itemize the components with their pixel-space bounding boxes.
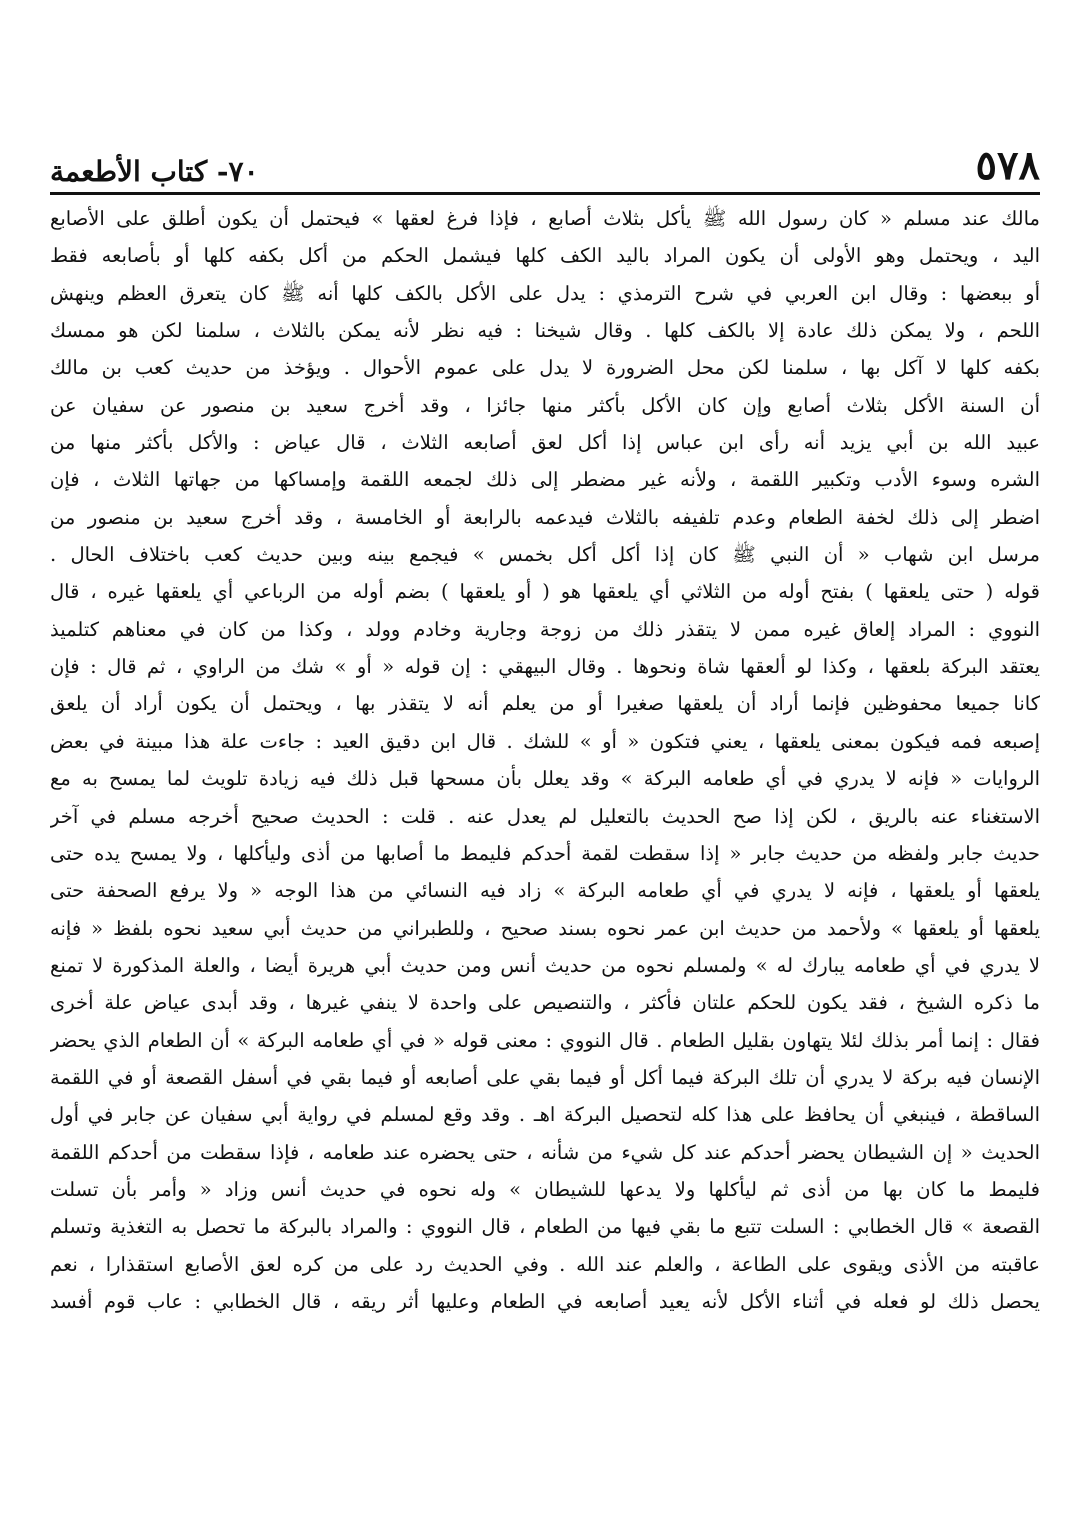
- text-line: يلعقها أو يلعقها » ولأحمد من حديث ابن عمر نحوه بسند صحيح ، وللطبراني من حديث أبي سعيد نحوه بلفظ « فإنه: [50, 916, 1040, 940]
- text-line: عبيد الله بن أبي يزيد أنه رأى ابن عباس إذا أكل لعق أصابعه الثلاث ، قال عياض : والأكل بأكثر منها من: [50, 431, 1040, 455]
- text-line: أو ببعضها : وقال ابن العربي في شرح الترمذي : يدل على الأكل بالكف كلها أنه ﷺ كان يتعرق العظم وينهش: [50, 281, 1040, 305]
- chapter-title: ٧٠- كتاب الأطعمة: [50, 155, 259, 188]
- text-line: فليمط ما كان بها من أذى ثم ليأكلها ولا يدعها للشيطان » وله نحوه في حديث أنس وزاد « وأمر بأن تسلت: [50, 1177, 1040, 1201]
- text-line: فقال : إنما أمر بذلك لئلا يتهاون بقليل الطعام . قال النووي : معنى قوله « في أي طعامه البركة » أن الطعام الذي يحضر: [50, 1028, 1040, 1052]
- text-line: كانا جميعا محفوظين فإنما أراد أن يلعقها صغيرا أو من يعلم أنه لا يتقذر بها ، ويحتمل أن يكون أراد أن يلعق: [50, 692, 1040, 716]
- text-line: الساقطة ، فينبغي أن يحافظ على هذا كله لتحصيل البركة اهـ . وقد وقع لمسلم في رواية أبي سفيان عن جابر في أول: [50, 1103, 1040, 1127]
- text-line: ما ذكره الشيخ ، فقد يكون للحكم علتان فأكثر ، والتنصيص على واحدة لا ينفي غيرها ، وقد أبدى عياض علة أخرى: [50, 991, 1040, 1015]
- text-line: حديث جابر ولفظه من حديث جابر « إذا سقطت لقمة أحدكم فليمط ما أصابها من أذى وليأكلها ، ولا يمسح يده حتى: [50, 841, 1040, 865]
- body-text: [50, 200, 1040, 1320]
- text-line: الاستغناء عنه بالريق ، لكن إذا صح الحديث بالتعليل لم يعدل عنه . قلت : الحديث صحيح أخرجه مسلم في آخر: [50, 804, 1040, 828]
- text-line: يحصل ذلك لو فعله في أثناء الأكل لأنه يعيد أصابعه في الطعام وعليها أثر ريقه ، قال الخطابي : عاب قوم أفسد: [50, 1289, 1040, 1313]
- header-divider: [50, 192, 1040, 195]
- text-line: أن السنة الأكل بثلاث أصابع وإن كان الأكل بأكثر منها جائزا ، وقد أخرج سعيد بن منصور عن سفيان عن: [50, 393, 1040, 417]
- text-line: يعتقد البركة بلعقها ، وكذا لو ألعقها شاة ونحوها . وقال البيهقي : إن قوله « أو » شك من الراوي ، ثم قال : فإن: [50, 655, 1040, 679]
- text-line: بكفه كلها لا آكل بها ، سلمنا لكن محل الضرورة لا يدل على عموم الأحوال . ويؤخذ من حديث كعب بن مالك: [50, 356, 1040, 380]
- text-line: مالك عند مسلم « كان رسول الله ﷺ يأكل بثلاث أصابع ، فإذا فرغ لعقها » فيحتمل أن يكون أطلق على الأصابع: [50, 207, 1040, 230]
- text-line: اليد ، ويحتمل وهو الأولى أن يكون المراد باليد الكف كلها فيشمل الحكم من أكل بكفه كلها أو بأصابعه فقط: [50, 244, 1040, 268]
- text-line: القصعة » قال الخطابي : السلت تتبع ما بقي فيها من الطعام ، قال النووي : والمراد بالبركة ما تحصل به التغذية وتسلم: [50, 1215, 1040, 1239]
- text-line: النووي : المراد إلعاق غيره ممن لا يتقذر ذلك من زوجة وجارية وخادم وولد ، وكذا من كان في معناهم كتلميذ: [50, 617, 1040, 641]
- page-header: [50, 128, 1040, 189]
- text-line: الإنسان فيه بركة لا يدري أن تلك البركة فيما أكل أو فيما بقي على أصابعه أو فيما بقي في أسفل القصعة أو في اللقمة: [50, 1065, 1040, 1089]
- text-line: قوله ( حتى يلعقها ) بفتح أوله من الثلاثي أي يلعقها هو ( أو يلعقها ) بضم أوله من الرباعي أي يلعقها غيره ، قال: [50, 580, 1040, 604]
- text-line: الروايات « فإنه لا يدري في أي طعامه البركة » وقد يعلل بأن مسحها قبل ذلك فيه زيادة تلويث لما يمسح به مع: [50, 767, 1040, 791]
- text-line: الحديث « إن الشيطان يحضر أحدكم عند كل شيء من شأنه ، حتى يحضره عند طعامه ، فإذا سقطت من أحدكم اللقمة: [50, 1140, 1040, 1164]
- text-line: لا يدري في أي طعامه يبارك له » ولمسلم نحوه من حديث أنس ومن حديث أبي هريرة أيضا ، والعلة المذكورة لا تمنع: [50, 953, 1040, 977]
- text-line: اضطر إلى ذلك لخفة الطعام وعدم تلفيفه بالثلاث فيدعمه بالرابعة أو الخامسة ، وقد أخرج سعيد بن منصور من: [50, 505, 1040, 529]
- text-line: عاقبته من الأذى ويقوى على الطاعة ، والعلم عند الله . وفي الحديث رد على من كره لعق الأصابع استقذارا ، نعم: [50, 1252, 1040, 1276]
- text-line: إصبعه فمه فيكون بمعنى يلعقها ، يعني فتكون « أو » للشك . قال ابن دقيق العيد : جاءت علة هذا مبينة في بعض: [50, 729, 1040, 753]
- text-line: الشره وسوء الأدب وتكبير اللقمة ، ولأنه غير مضطر إلى ذلك لجمعه اللقمة وإمساكها من جهاتها الثلاث ، فإن: [50, 468, 1040, 492]
- page-number: ٥٧٨: [975, 142, 1040, 189]
- text-line: اللحم ، ولا يمكن ذلك عادة إلا بالكف كلها . وقال شيخنا : فيه نظر لأنه يمكن بالثلاث ، سلمنا لكن هو ممسك: [50, 319, 1040, 343]
- text-line: مرسل ابن شهاب « أن النبي ﷺ كان إذا أكل أكل بخمس » فيجمع بينه وبين حديث كعب باختلاف الحال .: [50, 543, 1040, 567]
- text-line: يلعقها أو يلعقها ، فإنه لا يدري في أي طعامه البركة » زاد فيه النسائي من هذا الوجه « ولا يرفع الصحفة حتى: [50, 879, 1040, 903]
